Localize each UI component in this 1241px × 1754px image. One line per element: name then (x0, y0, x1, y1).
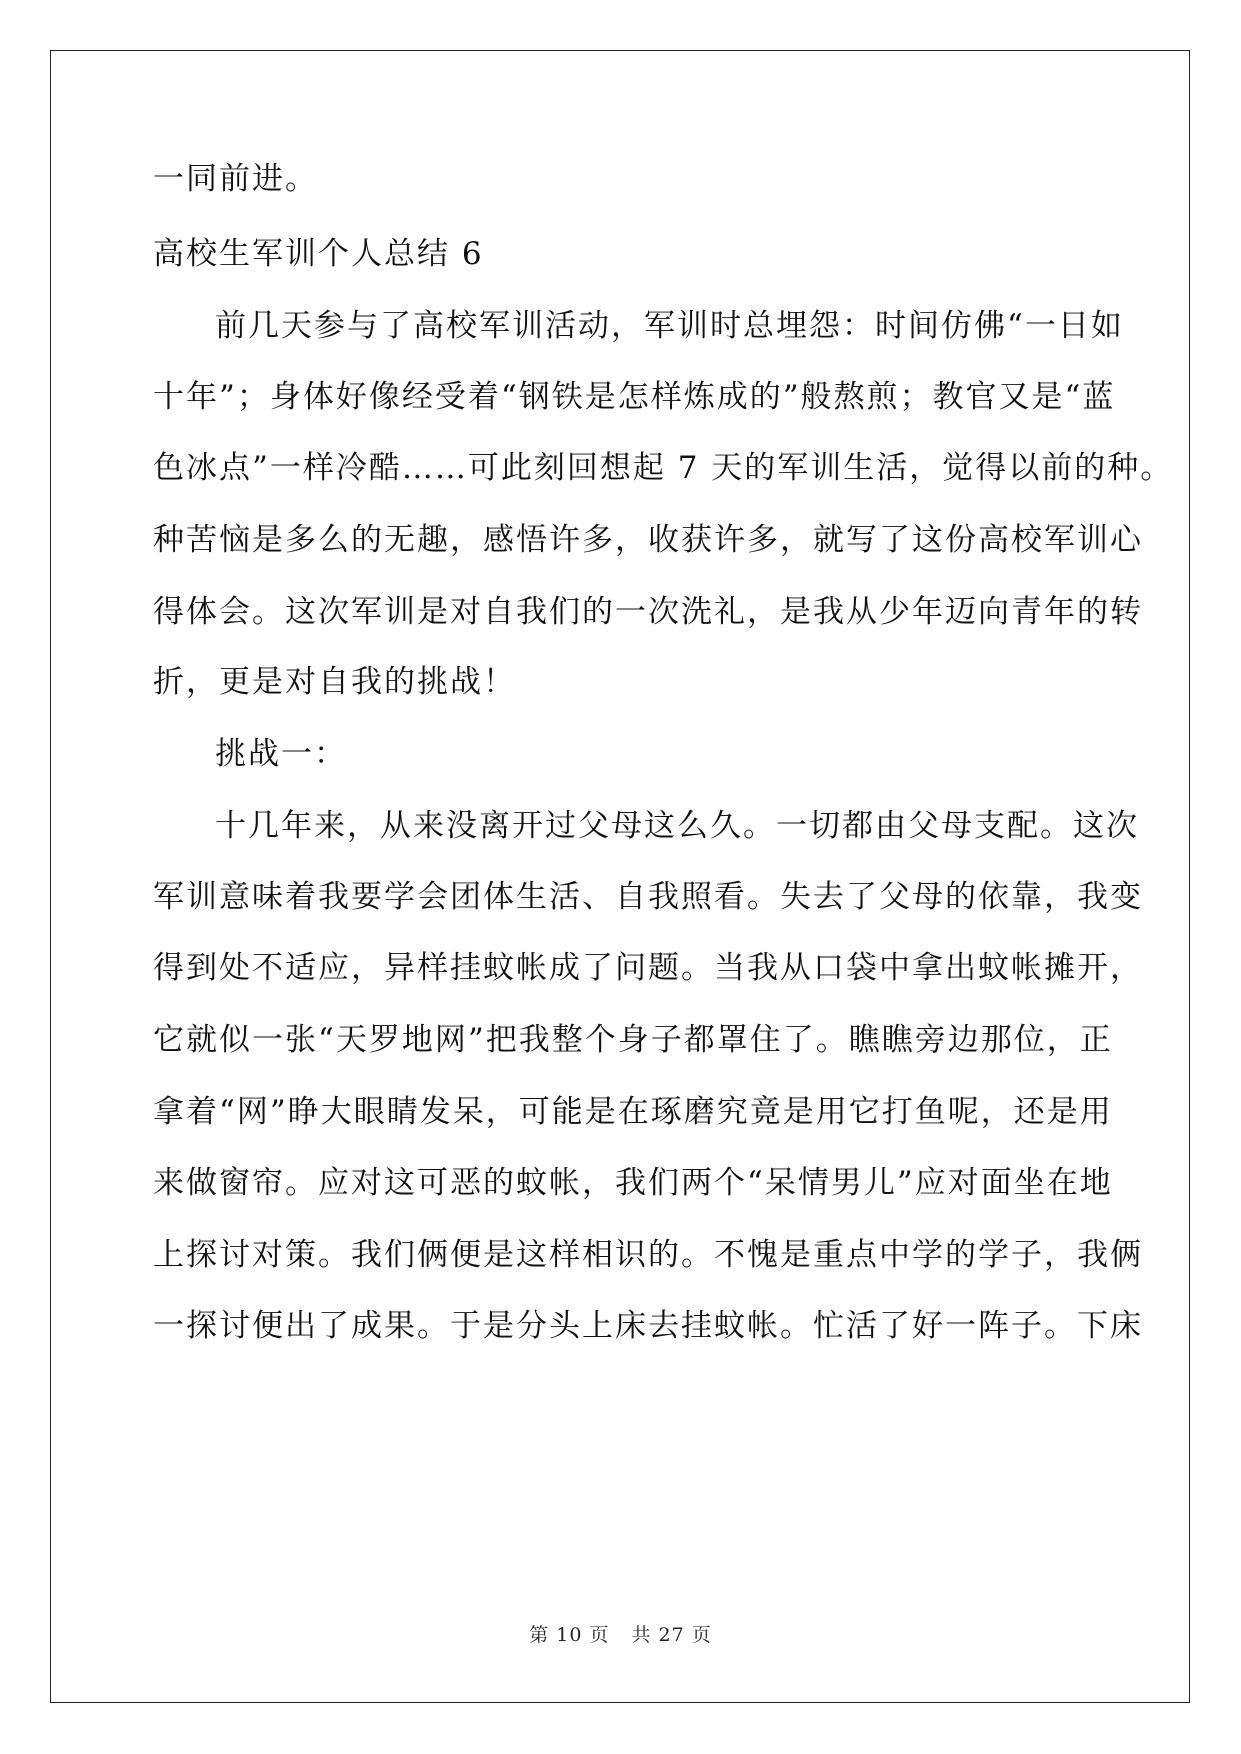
subheading: 挑战一： (215, 736, 347, 772)
page-total: 共 27 页 (631, 1624, 712, 1646)
page-number: 第 10 页 (529, 1624, 610, 1646)
paragraph-line: 一探讨便出了成果。于是分头上床去挂蚊帐。忙活了好一阵子。下床 (153, 1308, 1143, 1344)
section-heading: 高校生军训个人总结 6 (153, 236, 484, 272)
paragraph-line: 上探讨对策。我们俩便是这样相识的。不愧是重点中学的学子，我俩 (153, 1237, 1143, 1273)
paragraph-line: 拿着“网”睁大眼睛发呆，可能是在琢磨究竟是用它打鱼呢，还是用 (153, 1094, 1113, 1130)
paragraph-line: 十年”；身体好像经受着“钢铁是怎样炼成的”般熬煎；教官又是“蓝 (153, 379, 1116, 415)
paragraph-line: 它就似一张“天罗地网”把我整个身子都罩住了。瞧瞧旁边那位，正 (153, 1022, 1113, 1058)
text-line-continuation: 一同前进。 (153, 161, 318, 197)
paragraph-line: 折，更是对自我的挑战！ (153, 664, 516, 700)
paragraph-line: 十几年来，从来没离开过父母这么久。一切都由父母支配。这次 (215, 808, 1139, 844)
paragraph-line: 得到处不适应，异样挂蚊帐成了问题。当我从口袋中拿出蚊帐摊开， (153, 950, 1143, 986)
paragraph-line: 军训意味着我要学会团体生活、自我照看。失去了父母的依靠，我变 (153, 879, 1143, 915)
paragraph-line: 前几天参与了高校军训活动，军训时总埋怨：时间仿佛“一日如 (215, 308, 1124, 344)
paragraph-line: 来做窗帘。应对这可恶的蚊帐，我们两个“呆情男儿”应对面坐在地 (153, 1165, 1113, 1201)
paragraph-line: 色冰点”一样冷酷……可此刻回想起 7 天的军训生活，觉得以前的种。 (153, 450, 1174, 486)
paragraph-line: 种苦恼是多么的无趣，感悟许多，收获许多，就写了这份高校军训心 (153, 522, 1143, 558)
paragraph-line: 得体会。这次军训是对自我们的一次洗礼，是我从少年迈向青年的转 (153, 594, 1143, 630)
page-footer (0, 1623, 1241, 1647)
